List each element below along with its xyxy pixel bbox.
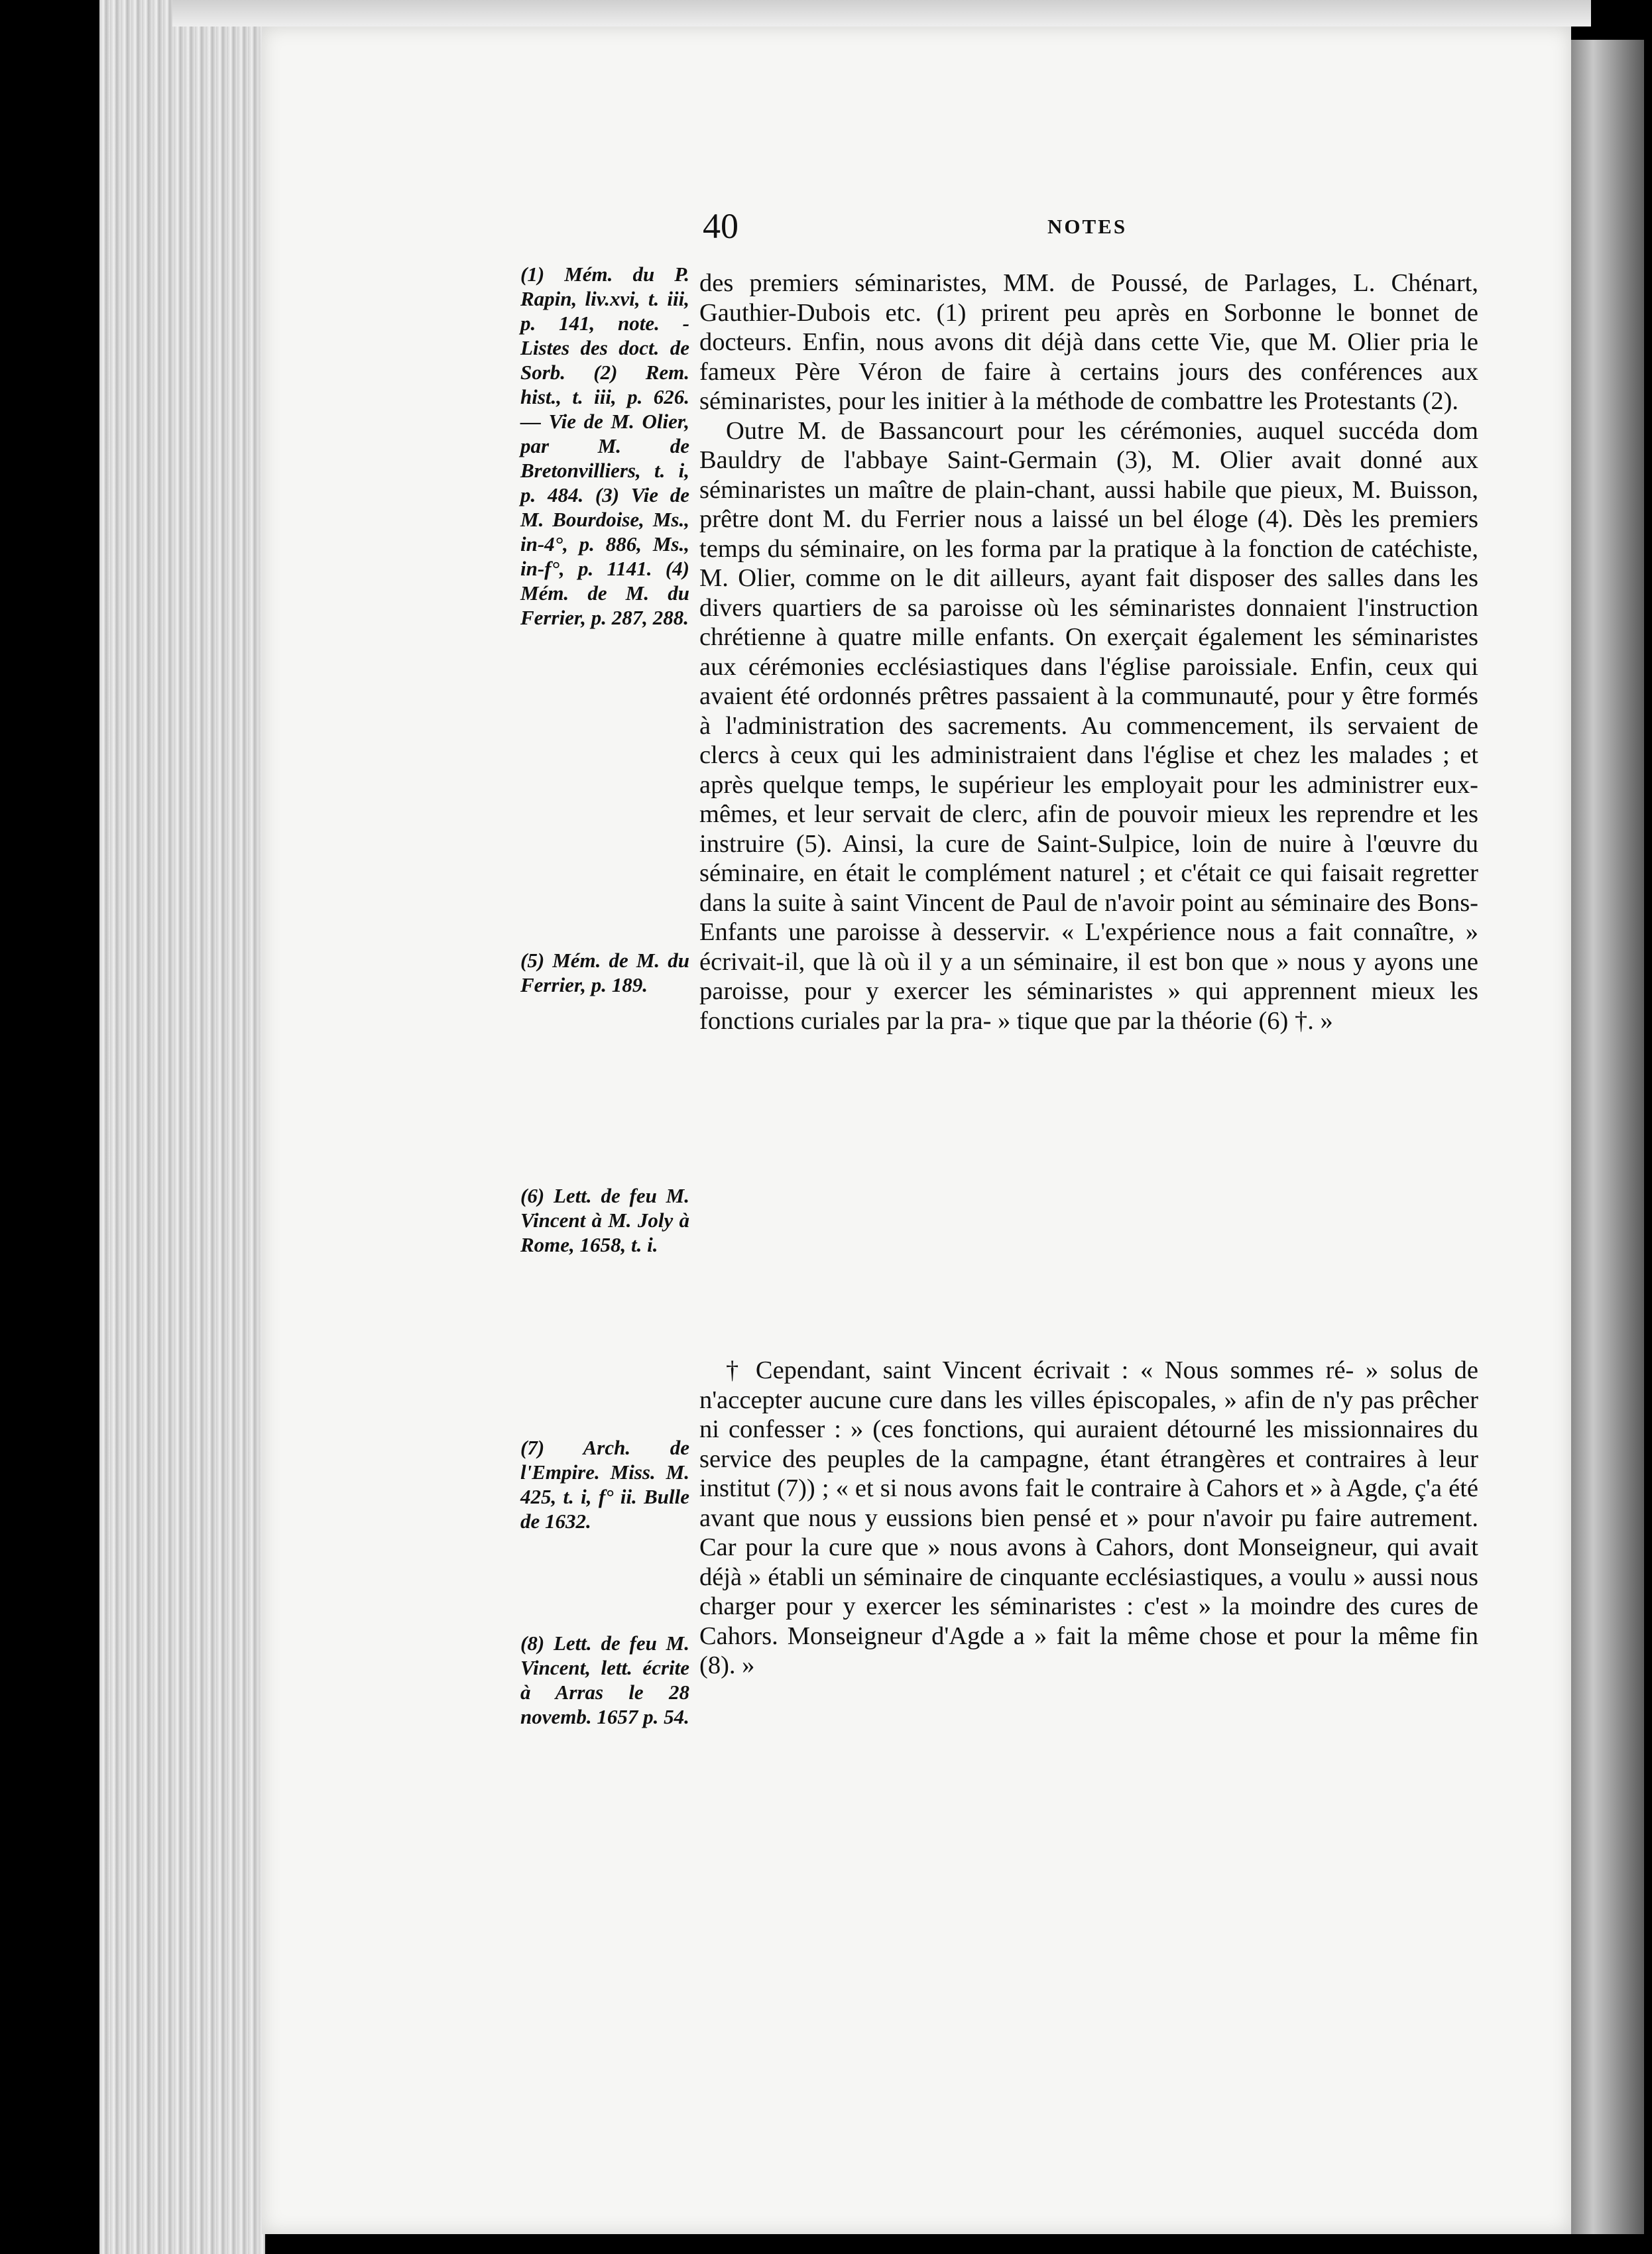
running-head-title: NOTES [1047, 215, 1128, 238]
running-head [703, 206, 1478, 252]
margin-note-5: (5) Mém. de M. du Ferrier, p. 189. [520, 949, 689, 996]
main-text-column [699, 268, 1478, 1036]
paragraph-1: des premiers séminaristes, MM. de Poussé, de Parlages, L. Chénart, Gauthier-Dubois etc. (1) prirent peu après en Sorbonne le bonnet de docteurs. Enfin, nous avons dit déjà dans cette Vie, que M. Olier pria le fameux Père Véron de faire à certains jours des conférences aux séminaristes, pour les initier à la méthode de combattre les Protestants (2). [699, 269, 1478, 415]
margin-note-8: (8) Lett. de feu M. Vincent, lett. écrite à Arras le 28 novemb. 1657 p. 54. [520, 1631, 689, 1728]
gutter-shadow [1571, 40, 1644, 2234]
margin-note-7: (7) Arch. de l'Empire. Miss. M. 425, t. i, f° ii. Bulle de 1632. [520, 1436, 689, 1533]
book-page-edges [99, 0, 265, 2254]
margin-note-6: (6) Lett. de feu M. Vincent à M. Joly à Rome, 1658, t. i. [520, 1184, 689, 1256]
page-number: 40 [703, 206, 738, 246]
book-top-edge [172, 0, 1591, 27]
margin-note-1-4: (1) Mém. du P. Rapin, liv.xvi, t. iii, p. 141, note. - Listes des doct. de Sorb. (2) Rem. hist., t. iii, p. 626. — Vie de M. Olier, par M. de Bretonvilliers, t. i, p. 484. (3) Vie de M. Bourdoise, Ms., in-4°, p. 886, Ms., in-f°, p. 1141. (4) Mém. de M. du Ferrier, p. 287, 288. [520, 263, 689, 629]
paragraph-2: Outre M. de Bassancourt pour les cérémonies, auquel succéda dom Bauldry de l'abbaye Saint-Germain (3), M. Olier avait donné aux séminaristes un maître de plain-chant, aussi habile que pieux, M. Buisson, prêtre dont M. du Ferrier nous a laissé un bel éloge (4). Dès les premiers temps du séminaire, on les forma par la pratique à la fonction de catéchiste, M. Olier, comme on le dit ailleurs, ayant fait disposer des salles dans les divers quartiers de sa paroisse où les séminaristes donnaient l'instruction chrétienne à quatre mille enfants. On exerçait également les séminaristes aux cérémonies ecclésiastiques dans l'église paroissiale. Enfin, ceux qui avaient été ordonnés prêtres passaient à la communauté, pour y être formés à l'administration des sacrements. Au commencement, ils servaient de clercs à ceux qui les administraient dans l'église et chez les malades ; et après quelque temps, le supérieur les employait pour les administrer eux-mêmes, et leur servait de clerc, afin de pouvoir mieux les reprendre et les instruire (5). Ainsi, la cure de Saint-Sulpice, loin de nuire à l'œuvre du séminaire, en était le complément naturel ; et c'était ce qui faisait regretter dans la suite à saint Vincent de Paul de n'avoir point au séminaire des Bons-Enfants une paroisse à desservir. « L'expérience nous a fait connaître, » écrivait-il, que là où il y a un séminaire, il est bon que » nous y ayons une paroisse, pour y exercer les séminaristes » qui apprennent mieux les fonctions curiales par la pra- » tique que par la théorie (6) †. » [699, 416, 1478, 1035]
dagger-footnote: † Cependant, saint Vincent écrivait : « Nous sommes ré- » solus de n'accepter aucune cure dans les villes épiscopales, » afin de n'y pas prêcher ni confesser : » (ces fonctions, qui auraient détourné les missionnaires du service des peuples de la campagne, étant étrangères et contraires à leur institut (7)) ; « et si nous avons fait le contraire à Cahors et » à Agde, ç'a été avant que nous y eussions bien pensé et » pour n'avoir pu faire autrement. Car pour la cure que » nous avons à Cahors, dont Monseigneur, qui avait déjà » établi un séminaire de cinquante ecclésiastiques, a voulu » aussi nous charger pour y exercer les séminaristes : c'est » la moindre des cures de Cahors. Monseigneur d'Agde a » fait la même chose et pour la même fin (8). » [699, 1356, 1478, 1679]
